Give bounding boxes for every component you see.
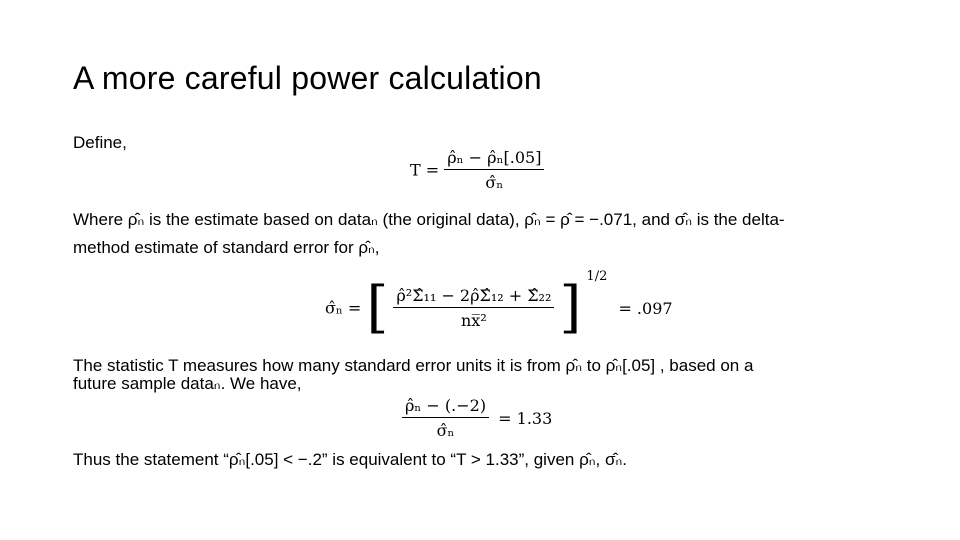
- sigma-equation-rhs: = .097: [618, 298, 673, 318]
- where-line: Where ρ̂ₙ is the estimate based on dataₙ (the original data), ρ̂ₙ = ρ̂ = −.071, and σ̂ₙ is the delta-: [73, 210, 785, 229]
- sigma-equation: [325, 269, 673, 340]
- thus-line: Thus the statement “ρ̂ₙ[.05] < −.2” is equivalent to “T > 1.33”, given ρ̂ₙ, σ̂ₙ.: [73, 450, 627, 469]
- z-equation: [402, 396, 552, 440]
- slide-title: A more careful power calculation: [73, 60, 542, 96]
- sigma-equation-fraction: [393, 286, 554, 330]
- t-equation-denominator: σ̂ₙ: [485, 173, 504, 192]
- sigma-equation-numerator: ρ̂²Σ̂₁₁ − 2ρ̂Σ̂₁₂ + Σ̂₂₂: [393, 286, 554, 308]
- t-equation: [410, 148, 544, 192]
- sigma-equation-exponent: 1/2: [586, 269, 608, 285]
- t-equation-numerator: ρ̂ₙ − ρ̂ₙ[.05]: [444, 148, 544, 170]
- define-label: Define,: [73, 133, 127, 152]
- z-equation-numerator: ρ̂ₙ − (.−2): [402, 396, 489, 418]
- t-equation-lhs: T =: [410, 160, 440, 180]
- sigma-equation-denominator: nx̅²: [461, 311, 487, 330]
- left-bracket: [: [366, 275, 389, 340]
- t-equation-fraction: [444, 148, 544, 192]
- statistic-line-2: future sample dataₙ. We have,: [73, 374, 302, 393]
- sigma-equation-lhs: σ̂ₙ =: [325, 298, 362, 318]
- where-line-2: method estimate of standard error for ρ̂ₙ,: [73, 238, 380, 257]
- z-equation-denominator: σ̂ₙ: [436, 421, 455, 440]
- right-bracket: ]: [559, 275, 582, 340]
- z-equation-rhs: = 1.33: [498, 408, 553, 428]
- z-equation-fraction: [402, 396, 489, 440]
- statistic-line: The statistic T measures how many standard error units it is from ρ̂ₙ to ρ̂ₙ[.05] , based on a: [73, 356, 754, 375]
